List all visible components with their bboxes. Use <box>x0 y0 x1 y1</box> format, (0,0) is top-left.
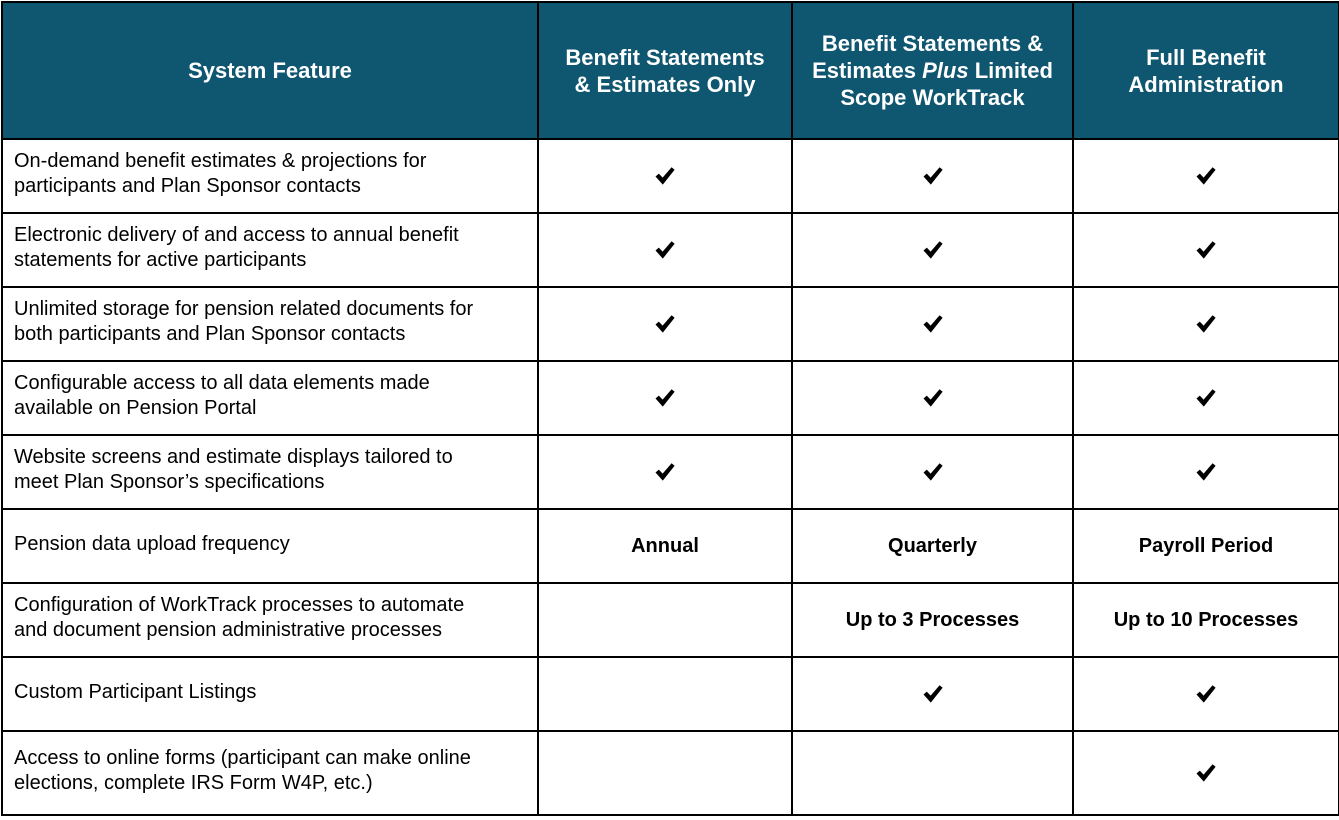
feature-label: participants and Plan Sponsor contacts <box>14 175 361 197</box>
feature-comparison-table <box>1 1 1339 816</box>
cell-statements-plus-worktrack <box>792 287 1073 361</box>
cell-statements-plus-worktrack <box>792 657 1073 731</box>
feature-label: statements for active participants <box>14 249 307 271</box>
feature-cell <box>2 435 538 509</box>
header-text: Full Benefit <box>1146 44 1266 70</box>
header-text: Benefit Statements <box>565 44 765 70</box>
cell-statements-only <box>538 213 792 287</box>
header-system-feature <box>2 2 538 139</box>
feature-cell <box>2 583 538 657</box>
checkmark-icon <box>922 314 944 334</box>
checkmark-icon <box>1195 314 1217 334</box>
checkmark-icon <box>654 166 676 186</box>
header-text: Administration <box>1128 71 1284 97</box>
header-text: Benefit Statements & <box>821 31 1044 56</box>
cell-full-administration <box>1073 361 1339 435</box>
cell-statements-plus-worktrack <box>792 509 1073 583</box>
feature-label: Website screens and estimate displays tailored to <box>14 446 453 468</box>
feature-label: meet Plan Sponsor’s specifications <box>14 471 325 493</box>
checkmark-icon <box>654 388 676 408</box>
cell-statements-only <box>538 361 792 435</box>
checkmark-icon <box>922 240 944 260</box>
cell-statements-only <box>538 435 792 509</box>
table-body <box>2 139 1339 815</box>
cell-full-administration <box>1073 287 1339 361</box>
table-row <box>2 287 1339 361</box>
checkmark-icon <box>1195 388 1217 408</box>
table-row <box>2 657 1339 731</box>
feature-label: Custom Participant Listings <box>14 680 257 703</box>
header-statements-plus-worktrack <box>792 2 1073 139</box>
table-row <box>2 509 1339 583</box>
cell-statements-only <box>538 509 792 583</box>
header-row <box>2 2 1339 139</box>
cell-statements-only <box>538 731 792 815</box>
feature-cell <box>2 731 538 815</box>
feature-label: both participants and Plan Sponsor contacts <box>14 323 406 345</box>
feature-cell <box>2 139 538 213</box>
header-full-administration <box>1073 2 1339 139</box>
cell-full-administration <box>1073 213 1339 287</box>
header-text: Estimates <box>812 58 923 83</box>
checkmark-icon <box>1195 462 1217 482</box>
checkmark-icon <box>1195 240 1217 260</box>
checkmark-icon <box>922 166 944 186</box>
header-statements-estimates-only <box>538 2 792 139</box>
feature-label: Configurable access to all data elements made <box>14 372 430 394</box>
checkmark-icon <box>922 684 944 704</box>
table-row <box>2 213 1339 287</box>
cell-full-administration <box>1073 139 1339 213</box>
feature-label: and document pension administrative processes <box>14 619 443 641</box>
cell-value: Annual <box>631 534 699 557</box>
feature-label: Unlimited storage for pension related documents for <box>14 298 474 320</box>
cell-statements-only <box>538 583 792 657</box>
cell-value: Up to 10 Processes <box>1113 608 1299 631</box>
cell-statements-plus-worktrack <box>792 731 1073 815</box>
header-text: System Feature <box>188 58 352 83</box>
cell-statements-plus-worktrack <box>792 139 1073 213</box>
cell-statements-only <box>538 139 792 213</box>
checkmark-icon <box>1195 166 1217 186</box>
feature-label: available on Pension Portal <box>14 397 257 419</box>
header-text: & Estimates Only <box>574 71 756 97</box>
feature-label: On-demand benefit estimates & projections for <box>14 150 427 172</box>
feature-cell <box>2 361 538 435</box>
feature-label: Electronic delivery of and access to annual benefit <box>14 224 459 246</box>
cell-value: Quarterly <box>888 534 977 557</box>
header-text: Scope WorkTrack <box>840 85 1025 110</box>
feature-label: Pension data upload frequency <box>14 532 290 555</box>
table-row <box>2 583 1339 657</box>
checkmark-icon <box>654 240 676 260</box>
feature-label: elections, complete IRS Form W4P, etc.) <box>14 772 373 794</box>
feature-label: Configuration of WorkTrack processes to automate <box>14 594 465 616</box>
cell-full-administration <box>1073 657 1339 731</box>
checkmark-icon <box>922 388 944 408</box>
feature-label: Access to online forms (participant can make online <box>14 747 471 769</box>
cell-full-administration <box>1073 583 1339 657</box>
cell-full-administration <box>1073 731 1339 815</box>
table-row <box>2 361 1339 435</box>
cell-statements-plus-worktrack <box>792 361 1073 435</box>
table-row <box>2 435 1339 509</box>
cell-statements-only <box>538 657 792 731</box>
cell-value: Up to 3 Processes <box>845 608 1020 631</box>
feature-cell <box>2 657 538 731</box>
feature-cell <box>2 213 538 287</box>
table-row <box>2 139 1339 213</box>
checkmark-icon <box>654 314 676 334</box>
cell-full-administration <box>1073 509 1339 583</box>
cell-value: Payroll Period <box>1138 534 1274 557</box>
checkmark-icon <box>922 462 944 482</box>
checkmark-icon <box>1195 684 1217 704</box>
cell-statements-plus-worktrack <box>792 435 1073 509</box>
cell-full-administration <box>1073 435 1339 509</box>
feature-cell <box>2 287 538 361</box>
header-emphasis-text: Plus <box>922 58 969 83</box>
header-text: Limited <box>968 58 1053 83</box>
checkmark-icon <box>1195 763 1217 783</box>
cell-statements-plus-worktrack <box>792 213 1073 287</box>
feature-cell <box>2 509 538 583</box>
table-row <box>2 731 1339 815</box>
cell-statements-plus-worktrack <box>792 583 1073 657</box>
cell-statements-only <box>538 287 792 361</box>
checkmark-icon <box>654 462 676 482</box>
